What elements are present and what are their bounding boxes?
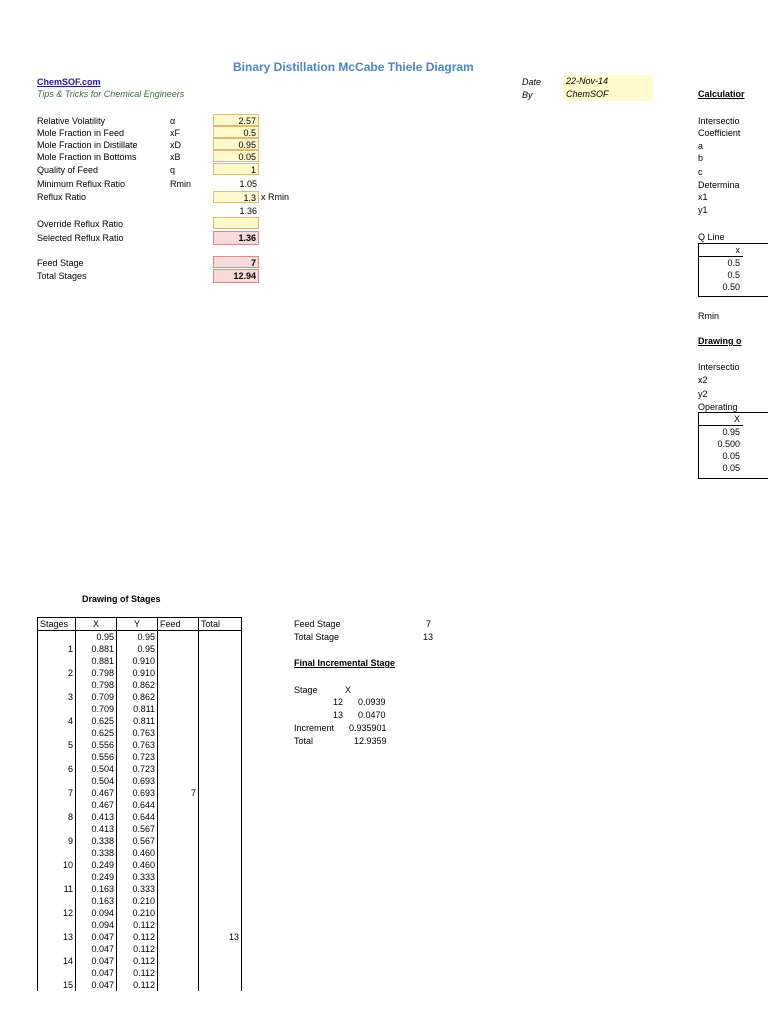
table-row [38, 811, 242, 823]
table-row [38, 835, 242, 847]
summary-x-col: X [345, 685, 352, 695]
total-value [199, 775, 242, 787]
total-value [199, 859, 242, 871]
table-row [38, 739, 242, 751]
right-line: b [698, 153, 704, 163]
x-value: 0.338 [76, 847, 117, 859]
stage-number [38, 823, 76, 835]
y-value: 0.862 [117, 691, 158, 703]
y-value: 0.567 [117, 823, 158, 835]
feed-value [158, 847, 199, 859]
stage-number: 12 [38, 907, 76, 919]
stage-number [38, 655, 76, 667]
table-row [38, 883, 242, 895]
stage-number: 3 [38, 691, 76, 703]
total-label: Total [294, 736, 314, 746]
qline-value: 0.5 [727, 270, 740, 280]
x-value: 0.094 [76, 907, 117, 919]
qline-value: 0.5 [727, 258, 740, 268]
table-row [38, 751, 242, 763]
x-value: 0.709 [76, 691, 117, 703]
col-total: Total [199, 618, 242, 631]
feed-value [158, 763, 199, 775]
right-line: a [698, 141, 704, 151]
qline-header: x [699, 244, 743, 257]
feed-stage-label: Feed Stage [37, 258, 84, 268]
y-value: 0.811 [117, 703, 158, 715]
right-line: Coefficient [698, 128, 741, 138]
drawing-heading: Drawing o [698, 336, 742, 346]
stage-number: 13 [38, 931, 76, 943]
stage-number: 9 [38, 835, 76, 847]
input-label-rmin: Minimum Reflux Ratio [37, 179, 126, 189]
input-label-volatility: Relative Volatility [37, 116, 106, 126]
input-feed-quality[interactable]: 1 [213, 163, 259, 175]
table-row [38, 907, 242, 919]
increment-label: Increment [294, 723, 335, 733]
site-link[interactable]: ChemSOF.com [37, 77, 101, 87]
total-value [199, 763, 242, 775]
selected-reflux-value: 1.36 [213, 231, 259, 245]
feed-value [158, 667, 199, 679]
summary-total-label: Total Stage [294, 632, 340, 642]
input-label-distillate: Mole Fraction in Distillate [37, 140, 138, 150]
total-value [199, 655, 242, 667]
feed-value [158, 835, 199, 847]
reflux-unit: x Rmin [261, 192, 290, 202]
x-value: 0.047 [76, 943, 117, 955]
total-value [199, 871, 242, 883]
stage-number [38, 751, 76, 763]
col-y: Y [117, 618, 158, 631]
feed-value [158, 943, 199, 955]
total-value [199, 811, 242, 823]
feed-value [158, 859, 199, 871]
feed-value [158, 631, 199, 644]
total-value [199, 751, 242, 763]
total-value [199, 955, 242, 967]
total-value [199, 739, 242, 751]
y-value: 0.210 [117, 895, 158, 907]
table-row [38, 943, 242, 955]
input-label-feed: Mole Fraction in Feed [37, 128, 125, 138]
x-value: 0.413 [76, 811, 117, 823]
total-value [199, 787, 242, 799]
feed-value [158, 823, 199, 835]
input-feed-fraction[interactable]: 0.5 [213, 126, 259, 138]
y-value: 0.644 [117, 811, 158, 823]
x-value: 0.047 [76, 955, 117, 967]
total-value [199, 835, 242, 847]
table-row [38, 679, 242, 691]
stage-number: 7 [38, 787, 76, 799]
feed-value [158, 895, 199, 907]
x-value: 0.95 [76, 631, 117, 644]
feed-value [158, 799, 199, 811]
feed-stage-value: 7 [213, 256, 259, 268]
table-row [38, 871, 242, 883]
x-value: 0.504 [76, 775, 117, 787]
total-value: 13 [199, 931, 242, 943]
x-value: 0.413 [76, 823, 117, 835]
col-stages: Stages [38, 618, 76, 631]
stage-number [38, 871, 76, 883]
table-row [38, 655, 242, 667]
table-row [38, 643, 242, 655]
input-bottoms-fraction[interactable]: 0.05 [213, 150, 259, 162]
feed-value [158, 751, 199, 763]
total-value [199, 799, 242, 811]
table-row [38, 859, 242, 871]
date-label: Date [522, 77, 542, 87]
stage-number: 15 [38, 979, 76, 991]
stage-number [38, 727, 76, 739]
stage-number [38, 679, 76, 691]
feed-value [158, 883, 199, 895]
feed-value [158, 739, 199, 751]
y-value: 0.460 [117, 859, 158, 871]
feed-value [158, 931, 199, 943]
input-symbol-feed: xF [170, 128, 180, 138]
stage-number [38, 775, 76, 787]
y-value: 0.210 [117, 907, 158, 919]
x-value: 0.556 [76, 739, 117, 751]
total-value [199, 727, 242, 739]
y-value: 0.693 [117, 775, 158, 787]
col-feed: Feed [158, 618, 199, 631]
total-stages-label: Total Stages [37, 271, 87, 281]
qline-label: Q Line [698, 232, 725, 242]
input-label-bottoms: Mole Fraction in Bottoms [37, 152, 137, 162]
feed-value [158, 679, 199, 691]
override-reflux-input[interactable] [213, 217, 259, 229]
table-row [38, 787, 242, 799]
y-value: 0.112 [117, 931, 158, 943]
col-x: X [76, 618, 117, 631]
y-value: 0.862 [117, 679, 158, 691]
summary-stage-cell: 12 [333, 697, 344, 707]
y-value: 0.112 [117, 943, 158, 955]
right-line: x2 [698, 375, 708, 385]
tagline: Tips & Tricks for Chemical Engineers [37, 89, 185, 99]
operating-value: 0.500 [717, 439, 740, 449]
input-symbol-rmin: Rmin [170, 179, 192, 189]
table-row [38, 955, 242, 967]
qline-value: 0.50 [722, 282, 740, 292]
total-value [199, 679, 242, 691]
x-value: 0.881 [76, 655, 117, 667]
table-row [38, 919, 242, 931]
x-value: 0.338 [76, 835, 117, 847]
stage-number: 14 [38, 955, 76, 967]
feed-value [158, 811, 199, 823]
input-symbol-quality: q [170, 165, 176, 175]
y-value: 0.112 [117, 955, 158, 967]
x-value: 0.249 [76, 859, 117, 871]
total-value [199, 631, 242, 644]
y-value: 0.95 [117, 643, 158, 655]
stage-number [38, 943, 76, 955]
input-symbol-volatility: α [170, 116, 176, 126]
x-value: 0.047 [76, 979, 117, 991]
x-value: 0.625 [76, 727, 117, 739]
table-row [38, 667, 242, 679]
table-row [38, 763, 242, 775]
right-rmin-label: Rmin [698, 311, 720, 321]
total-value [199, 847, 242, 859]
y-value: 0.763 [117, 739, 158, 751]
right-line: x1 [698, 192, 708, 202]
x-value: 0.467 [76, 787, 117, 799]
feed-value: 7 [158, 787, 199, 799]
table-row [38, 967, 242, 979]
total-value [199, 919, 242, 931]
stage-number: 6 [38, 763, 76, 775]
y-value: 0.910 [117, 667, 158, 679]
x-value: 0.625 [76, 715, 117, 727]
x-value: 0.047 [76, 931, 117, 943]
x-value: 0.881 [76, 643, 117, 655]
x-value: 0.094 [76, 919, 117, 931]
stage-number [38, 847, 76, 859]
rmin-value: 1.05 [239, 179, 257, 189]
feed-value [158, 715, 199, 727]
right-line: Determina [698, 180, 740, 190]
table-row [38, 979, 242, 991]
operating-value: 0.05 [722, 463, 740, 473]
operating-value: 0.05 [722, 451, 740, 461]
stage-number [38, 703, 76, 715]
total-value [199, 883, 242, 895]
input-label-quality: Quality of Feed [37, 165, 99, 175]
operating-table [698, 412, 768, 479]
input-symbol-bottoms: xB [170, 152, 181, 162]
feed-value [158, 727, 199, 739]
summary-stage-col: Stage [294, 685, 318, 695]
feed-value [158, 955, 199, 967]
stage-number [38, 967, 76, 979]
selected-label: Selected Reflux Ratio [37, 233, 124, 243]
right-line: Operating [698, 402, 738, 412]
stages-table [37, 617, 242, 991]
y-value: 0.95 [117, 631, 158, 644]
stage-number: 1 [38, 643, 76, 655]
feed-value [158, 703, 199, 715]
x-value: 0.467 [76, 799, 117, 811]
stage-number [38, 919, 76, 931]
right-line: Intersectio [698, 116, 740, 126]
stage-number: 11 [38, 883, 76, 895]
table-row [38, 823, 242, 835]
feed-value [158, 967, 199, 979]
stages-header-row [38, 618, 242, 631]
stages-title: Drawing of Stages [82, 594, 161, 604]
feed-value [158, 919, 199, 931]
input-volatility[interactable]: 2.57 [213, 114, 259, 126]
y-value: 0.460 [117, 847, 158, 859]
date-value[interactable]: 22-Nov-14 [563, 75, 653, 88]
table-row [38, 775, 242, 787]
stage-number [38, 799, 76, 811]
x-value: 0.556 [76, 751, 117, 763]
y-value: 0.112 [117, 919, 158, 931]
table-row [38, 931, 242, 943]
input-symbol-distillate: xD [170, 140, 181, 150]
total-value [199, 703, 242, 715]
y-value: 0.910 [117, 655, 158, 667]
x-value: 0.249 [76, 871, 117, 883]
y-value: 0.644 [117, 799, 158, 811]
table-row [38, 691, 242, 703]
total-value [199, 715, 242, 727]
x-value: 0.163 [76, 883, 117, 895]
y-value: 0.723 [117, 763, 158, 775]
right-line: y1 [698, 205, 708, 215]
total-value [199, 943, 242, 955]
table-row [38, 727, 242, 739]
table-row [38, 799, 242, 811]
page-title: Binary Distillation McCabe Thiele Diagram [233, 60, 474, 74]
feed-value [158, 871, 199, 883]
stage-number: 10 [38, 859, 76, 871]
total-value [199, 979, 242, 991]
total-stages-value: 12.94 [213, 269, 259, 283]
summary-feed-label: Feed Stage [294, 619, 341, 629]
input-label-reflux: Reflux Ratio [37, 192, 87, 202]
feed-value [158, 655, 199, 667]
y-value: 0.112 [117, 967, 158, 979]
stage-number: 2 [38, 667, 76, 679]
feed-value [158, 775, 199, 787]
summary-x-cell: 0.0470 [358, 710, 386, 720]
qline-table [698, 243, 768, 297]
total-value [199, 643, 242, 655]
total-value [199, 667, 242, 679]
x-value: 0.798 [76, 679, 117, 691]
operating-header: X [699, 413, 743, 426]
by-value[interactable]: ChemSOF [563, 88, 653, 101]
table-row [38, 847, 242, 859]
y-value: 0.567 [117, 835, 158, 847]
input-distillate-fraction[interactable]: 0.95 [213, 138, 259, 150]
input-reflux-multiplier[interactable]: 1.3 [213, 191, 259, 203]
x-value: 0.047 [76, 967, 117, 979]
y-value: 0.333 [117, 871, 158, 883]
summary-x-cell: 0.0939 [358, 697, 386, 707]
table-row [38, 703, 242, 715]
table-row [38, 715, 242, 727]
by-label: By [522, 90, 533, 100]
stage-number [38, 895, 76, 907]
summary-stage-cell: 13 [333, 710, 344, 720]
right-line: Intersectio [698, 362, 740, 372]
x-value: 0.504 [76, 763, 117, 775]
y-value: 0.112 [117, 979, 158, 991]
right-line: c [698, 167, 703, 177]
total-value [199, 895, 242, 907]
y-value: 0.693 [117, 787, 158, 799]
summary-feed-value: 7 [426, 619, 432, 629]
total-value [199, 907, 242, 919]
operating-value: 0.95 [722, 427, 740, 437]
total-value [199, 967, 242, 979]
reflux-computed: 1.36 [239, 206, 257, 216]
table-row [38, 631, 242, 644]
feed-value [158, 643, 199, 655]
stage-number: 4 [38, 715, 76, 727]
stage-number: 8 [38, 811, 76, 823]
y-value: 0.333 [117, 883, 158, 895]
x-value: 0.798 [76, 667, 117, 679]
total-value: 12.9359 [354, 736, 387, 746]
x-value: 0.163 [76, 895, 117, 907]
table-row [38, 895, 242, 907]
feed-value [158, 691, 199, 703]
feed-value [158, 979, 199, 991]
summary-total-value: 13 [423, 632, 434, 642]
right-line: y2 [698, 389, 708, 399]
stage-number [38, 631, 76, 644]
feed-value [158, 907, 199, 919]
calculation-heading: Calculatior [698, 89, 745, 99]
y-value: 0.763 [117, 727, 158, 739]
override-label: Override Reflux Ratio [37, 219, 124, 229]
total-value [199, 823, 242, 835]
y-value: 0.723 [117, 751, 158, 763]
y-value: 0.811 [117, 715, 158, 727]
x-value: 0.709 [76, 703, 117, 715]
increment-value: 0.935901 [349, 723, 387, 733]
final-incremental-heading: Final Incremental Stage [294, 658, 396, 668]
total-value [199, 691, 242, 703]
stage-number: 5 [38, 739, 76, 751]
